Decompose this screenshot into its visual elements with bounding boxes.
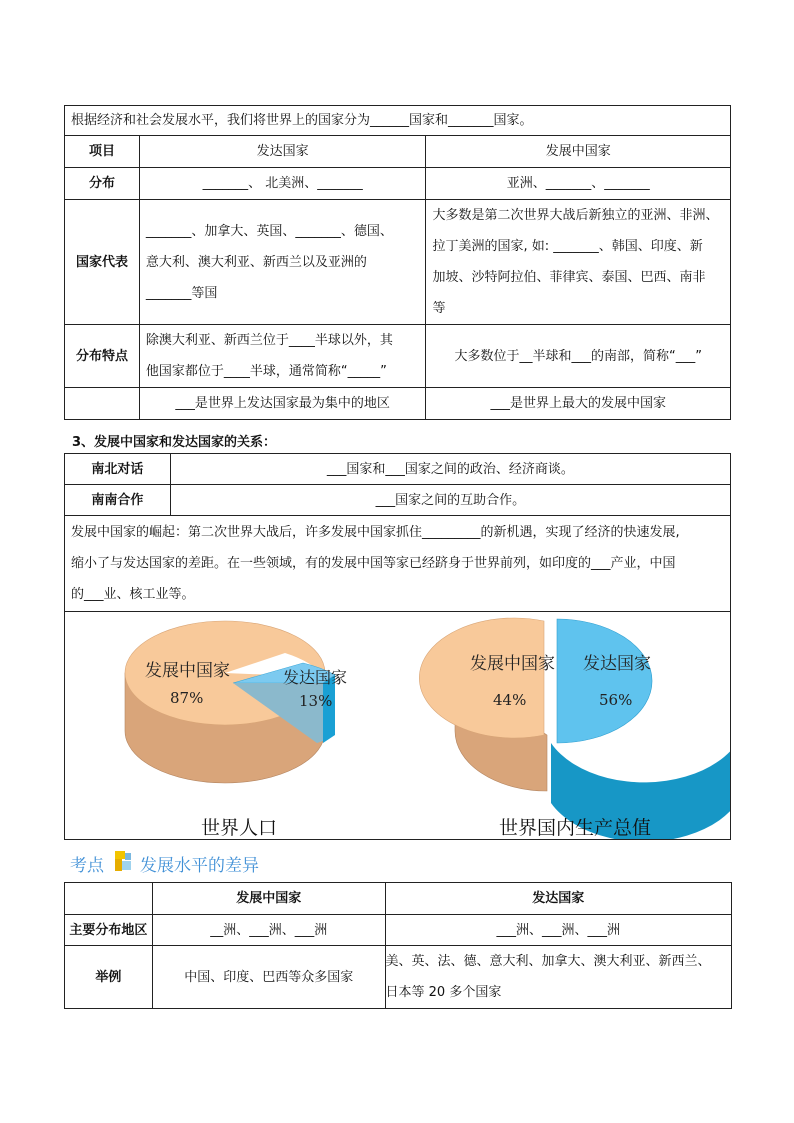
slice-label-developing: 发展中国家 [145,660,230,681]
developed-concentration: ___是世界上发达国家最为集中的地区 [139,388,426,420]
relations-table [64,453,731,840]
table1-intro: 根据经济和社会发展水平，我们将世界上的国家分为______国家和_______国家。 [65,106,731,136]
pie-top-developing [419,618,544,738]
header-developed: 发达国家 [139,136,426,168]
slice-label-developing: 发展中国家 [470,653,555,674]
text-line: 他国家都位于____半球，通常简称“_____” [145,364,387,379]
text-line: 发展中国家的崛起：第二次世界大战后，许多发展中国家抓住_________的新机遇，实现了经济的快速发展, [71,525,680,540]
row-label-features: 分布特点 [65,325,140,388]
north-south-label: 南北对话 [65,454,171,485]
developed-region: ___洲、___洲、___洲 [385,915,731,946]
text-line: 拉丁美洲的国家, 如: _______、韩国、印度、新 [432,239,703,254]
row-label-distribution: 分布 [65,168,140,200]
text-line: 缩小了与发达国家的差距。在一些领域，有的发展中国等家已经跻身于世界前列，如印度的___产业，中国 [71,556,676,571]
pie-top-developed [557,619,652,743]
slice-label-developed: 发达国家 [283,667,348,687]
header-developing: 发展中国家 [152,883,385,915]
developing-examples: 中国、印度、巴西等众多国家 [152,946,385,1009]
developing-distribution: 亚洲、_______、_______ [426,168,731,200]
empty-cell [65,883,153,915]
text-line: 大多数是第二次世界大战后新独立的亚洲、非洲、 [432,208,719,223]
slice-value-developed: 13% [299,691,333,710]
gdp-pie [419,618,730,839]
slice-value-developed: 56% [599,690,633,709]
row-label-representatives: 国家代表 [65,200,140,325]
development-difference-table [64,882,732,1009]
header-developed: 发达国家 [385,883,731,915]
slice-label-developed: 发达国家 [583,653,651,674]
puzzle-icon [112,849,134,877]
developed-distribution: _______、 北美洲、_______ [139,168,426,200]
developing-features: 大多数位于__半球和___的南部，简称“___” [426,325,731,388]
kaodian-tag: 考点 [70,855,104,876]
row-label-region: 主要分布地区 [65,915,153,946]
developed-examples [385,946,731,1009]
header-developing: 发展中国家 [426,136,731,168]
chart-title-population: 世界人口 [201,816,278,839]
text-line: 加坡、沙特阿拉伯、菲律宾、泰国、巴西、南非 [432,270,706,285]
south-south-text: ___国家之间的互助合作。 [170,485,730,516]
text-line: 的___业、核工业等。 [71,587,195,602]
text-line: 美、英、法、德、意大利、加拿大、澳大利亚、新西兰、 [385,954,711,969]
south-south-label: 南南合作 [65,485,171,516]
text-line: 除澳大利亚、新西兰位于____半球以外，其 [145,333,393,348]
slice-value-developing: 87% [170,688,204,707]
developed-developing-table [64,105,731,420]
row-label-examples: 举例 [65,946,153,1009]
chart-title-gdp: 世界国内生产总值 [499,816,652,839]
empty-cell [65,388,140,420]
developed-features [139,325,426,388]
population-pie [125,621,347,839]
text-line: _______、加拿大、英国、_______、德国、 [145,223,393,239]
header-item: 项目 [65,136,140,168]
rise-paragraph [65,516,731,612]
developing-concentration: ___是世界上最大的发展中国家 [426,388,731,420]
developing-representatives [426,200,731,325]
charts-cell [65,612,731,840]
text-line: 等 [432,301,446,316]
developing-region: __洲、___洲、___洲 [152,915,385,946]
north-south-text: ___国家和___国家之间的政治、经济商谈。 [170,454,730,485]
slice-value-developing: 44% [493,690,527,709]
pie-charts [65,613,730,839]
text-line: 意大利、澳大利亚、新西兰以及亚洲的 [145,254,367,270]
text-line: _______等国 [145,285,218,301]
developed-representatives [139,200,426,325]
section-3-heading: 3、发展中国家和发达国家的关系： [72,435,277,450]
kaodian-title: 发展水平的差异 [140,855,259,876]
kaodian-heading [70,848,259,878]
text-line: 日本等 20 多个国家 [385,985,502,1000]
